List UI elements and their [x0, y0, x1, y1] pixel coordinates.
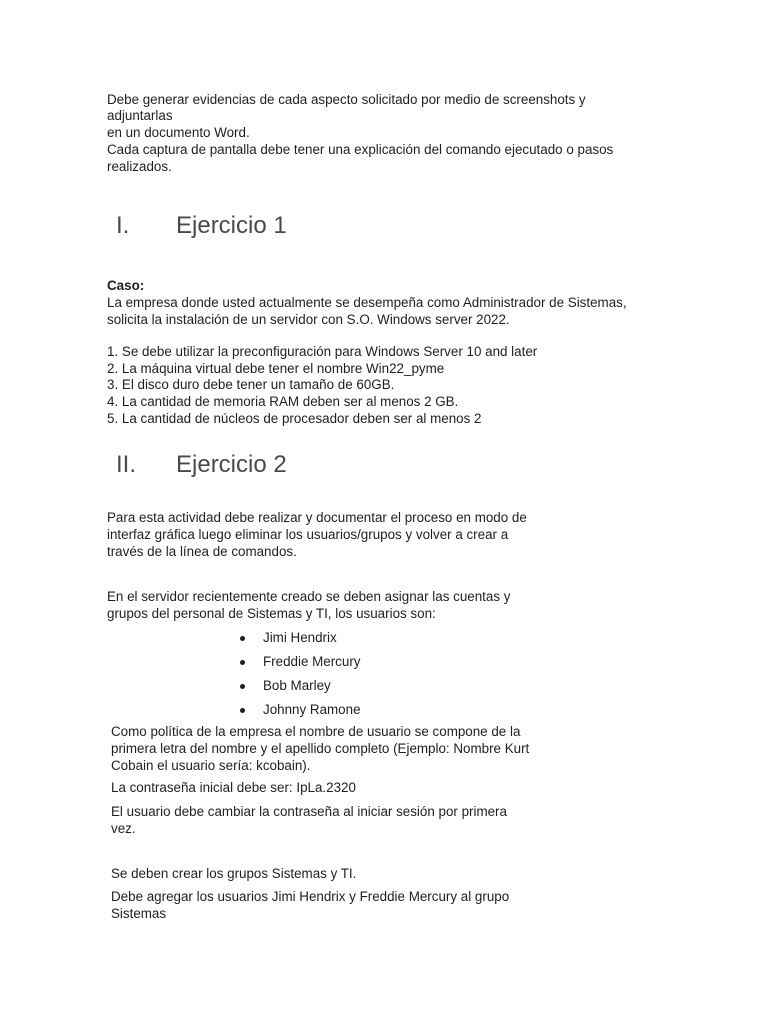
intro-line: Cada captura de pantalla debe tener una explicación del comando ejecutado o pasos — [107, 142, 614, 157]
paragraph-line: Debe agregar los usuarios Jimi Hendrix y Freddie Mercury al grupo — [111, 889, 510, 904]
paragraph-line: grupos del personal de Sistemas y TI, los usuarios son: — [107, 606, 436, 621]
intro-line: realizados. — [107, 159, 172, 174]
paragraph-line: Para esta actividad debe realizar y documentar el proceso en modo de — [107, 510, 527, 525]
requisito-item: 4. La cantidad de memoria RAM deben ser al menos 2 GB. — [107, 394, 459, 409]
paragraph-line: través de la línea de comandos. — [107, 544, 297, 559]
section-number: I. — [116, 212, 130, 239]
intro-line: en un documento Word. — [107, 125, 250, 140]
intro-line: adjuntarlas — [107, 108, 173, 123]
paragraph-line: primera letra del nombre y el apellido completo (Ejemplo: Nombre Kurt — [111, 741, 530, 756]
section-number: II. — [116, 451, 137, 478]
paragraph-line: El usuario debe cambiar la contraseña al iniciar sesión por primera — [111, 804, 507, 819]
paragraph-line: Cobain el usuario sería: kcobain). — [111, 758, 311, 773]
bullet-icon — [240, 636, 245, 641]
paragraph-line: Se deben crear los grupos Sistemas y TI. — [111, 866, 357, 881]
requisito-item: 2. La máquina virtual debe tener el nombre Win22_pyme — [107, 361, 445, 376]
caso-line: La empresa donde usted actualmente se desempeña como Administrador de Sistemas, — [107, 295, 627, 310]
usuario-name: Freddie Mercury — [263, 654, 361, 669]
paragraph-line: La contraseña inicial debe ser: IpLa.2320 — [111, 780, 356, 795]
bullet-icon — [240, 708, 245, 713]
requisito-item: 5. La cantidad de núcleos de procesador deben ser al menos 2 — [107, 411, 482, 426]
paragraph-line: En el servidor recientemente creado se deben asignar las cuentas y — [107, 589, 511, 604]
paragraph-line: Como política de la empresa el nombre de usuario se compone de la — [111, 724, 521, 739]
intro-line: Debe generar evidencias de cada aspecto solicitado por medio de screenshots y — [107, 92, 586, 107]
section-heading-ejercicio-2 — [116, 451, 287, 479]
section-title: Ejercicio 2 — [176, 451, 287, 478]
caso-line: solicita la instalación de un servidor con S.O. Windows server 2022. — [107, 312, 510, 327]
section-heading-ejercicio-1 — [116, 212, 287, 240]
paragraph-line: vez. — [111, 821, 136, 836]
paragraph-line: Sistemas — [111, 906, 167, 921]
paragraph-line: interfaz gráfica luego eliminar los usuarios/grupos y volver a crear a — [107, 527, 509, 542]
section-title: Ejercicio 1 — [176, 212, 287, 239]
requisito-item: 1. Se debe utilizar la preconfiguración para Windows Server 10 and later — [107, 344, 538, 359]
usuario-name: Jimi Hendrix — [263, 630, 337, 645]
caso-label: Caso: — [107, 278, 145, 293]
usuario-name: Bob Marley — [263, 678, 331, 693]
bullet-icon — [240, 660, 245, 665]
requisito-item: 3. El disco duro debe tener un tamaño de 60GB. — [107, 377, 395, 392]
usuario-name: Johnny Ramone — [263, 702, 361, 717]
bullet-icon — [240, 684, 245, 689]
